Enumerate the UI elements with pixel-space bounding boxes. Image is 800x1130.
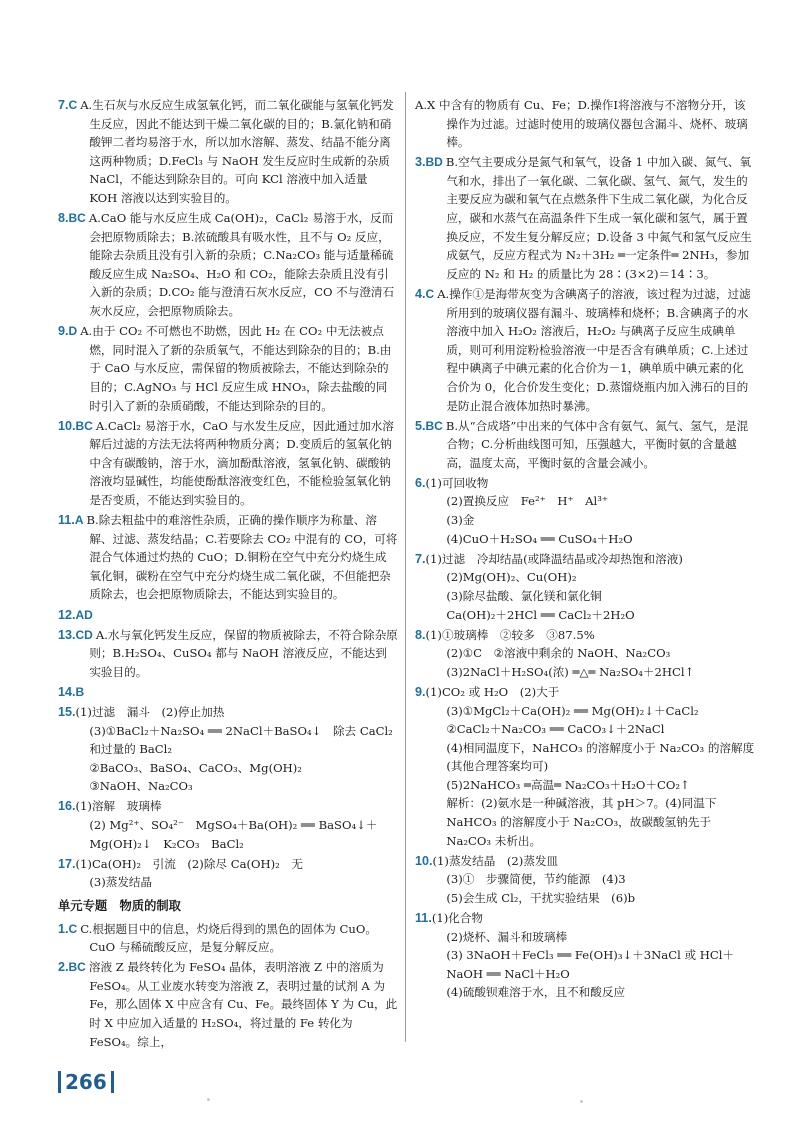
question-number: 8. xyxy=(415,627,426,642)
question-number: 9. xyxy=(415,684,426,699)
scan-speck xyxy=(207,1098,210,1101)
question-number: 16. xyxy=(58,799,76,814)
answer-entry xyxy=(415,550,755,624)
answer-text: A.CaO 能与水反应生成 Ca(OH)₂，CaCl₂ 易溶于水，反而会把原物质除去；B.浓硫酸具有吸水性，且不与 O₂ 反应，能除去杂质且没有引入新的杂质；C.Na₂CO₃ 能与适量稀硫酸反应生成 Na₂SO₄、H₂O 和 CO₂，能除去杂质且没有引入新的杂质；D.CO₂ 能与澄清石灰水反应，CO 不与澄清石灰水反应，会把原物质除去。 xyxy=(88,211,395,319)
answer-entry xyxy=(415,626,755,682)
answer-text: C.根据题目中的信息，灼烧后得到的黑色的固体为 CuO。CuO 与稀硫酸反应，是复分解反应。 xyxy=(80,921,377,955)
answer-entry xyxy=(58,797,398,853)
answer-entry xyxy=(58,626,398,682)
answer-entry xyxy=(58,209,398,321)
answer-text: (3)2NaCl＋H₂SO₄(浓) ═△═ Na₂SO₄＋2HCl↑ xyxy=(446,664,695,679)
answer-entry xyxy=(415,285,755,415)
answer-text: (2)烧杯、漏斗和玻璃棒 xyxy=(446,929,568,944)
left-column xyxy=(58,96,398,1053)
question-number: 5. xyxy=(415,418,426,433)
answer-text: A.生石灰与水反应生成氢氧化钙，而二氧化碳能与氢氧化钙发生反应，因此不能达到干燥二氧化碳的目的；B.氯化钠和硝酸钾二者均易溶于水，所以加水溶解、蒸发、结晶不能分离这两种物质；D.FeCl₃ 与 NaOH 发生反应时生成新的杂质 NaCl，不能达到除杂目的。可向 KCl 溶液中加入适量 KOH 溶液以达到实验目的。 xyxy=(80,98,394,205)
answer-text: 溶液 Z 最终转化为 FeSO₄ 晶体，表明溶液 Z 中的溶质为 FeSO₄。从工业废水转变为溶液 Z，表明过量的试剂 A 为 Fe，那么固体 X 中应含有 Cu、Fe。最终固体 Y 为 Cu，此时 X 中应加入适量的 H₂SO₄，将过量的 Fe 转化为 FeSO₄。综上， xyxy=(88,960,398,1049)
answer-letter: B xyxy=(75,684,85,699)
answer-text: (5)2NaHCO₃ ═高温═ Na₂CO₃＋H₂O＋CO₂↑ xyxy=(446,777,690,792)
answer-text: A.由于 CO₂ 不可燃也不助燃，因此 H₂ 在 CO₂ 中无法被点燃，同时混入了新的杂质氧气，不能达到除杂的目的；B.由于 CaO 与水反应，需保留的物质被除去，不能达到除杂的目的；C.AgNO₃ 与 HCl 反应生成 HNO₃，除去盐酸的同时引入了新的杂质硝酸，不能达到除杂的目的。 xyxy=(80,324,392,413)
answer-text: Ca(OH)₂＋2HCl ══ CaCl₂＋2H₂O xyxy=(446,607,635,622)
scan-speck xyxy=(580,1100,583,1103)
question-number: 10. xyxy=(58,418,76,433)
question-number: 11. xyxy=(415,911,432,926)
answer-text: (2)置换反应 Fe²⁺ H⁺ Al³⁺ xyxy=(446,494,609,509)
answer-text: (1)过滤 漏斗 (2)停止加热 xyxy=(75,705,225,719)
answer-text: (5)会生成 Cl₂，干扰实验结果 (6)b xyxy=(446,890,636,905)
answer-entry xyxy=(58,958,398,1051)
answer-text: (1)①玻璃棒 ②较多 ③87.5% xyxy=(425,627,595,642)
answer-text: ②BaCO₃、BaSO₄、CaCO₃、Mg(OH)₂ xyxy=(89,760,302,775)
answer-text: B.从“合成塔”中出来的气体中含有氨气、氮气、氢气，是混合物；C.分析曲线图可知，压强越大，平衡时氨的含量越高，温度太高，平衡时氨的含量会减小。 xyxy=(445,418,749,470)
answer-text: (1)Ca(OH)₂ 引流 (2)除尽 Ca(OH)₂ 无 xyxy=(75,856,303,871)
answer-entry xyxy=(415,474,755,548)
answer-text: (4)相同温度下，NaHCO₃ 的溶解度小于 Na₂CO₃ 的溶解度(其他合理答案均可) xyxy=(446,740,755,774)
answer-text: (3)① 步骤简便，节约能源 (4)3 xyxy=(446,872,626,887)
section-title: 单元专题 物质的制取 xyxy=(58,898,181,913)
question-number: 10. xyxy=(415,853,433,868)
question-number: 17. xyxy=(58,856,76,871)
answer-text: (3)蒸发结晶 xyxy=(89,875,153,890)
answer-letter: CD xyxy=(75,627,93,642)
question-number: 6. xyxy=(415,475,426,490)
answer-entry xyxy=(58,606,398,625)
question-number: 9. xyxy=(58,324,69,339)
answer-letter: BC xyxy=(75,418,93,433)
answer-letter: BC xyxy=(425,418,443,433)
answer-text: (1)CO₂ 或 H₂O (2)大于 xyxy=(425,684,560,699)
page-number: 266 xyxy=(58,1071,114,1093)
answer-text: (1)可回收物 xyxy=(425,475,489,490)
right-column xyxy=(415,96,755,1004)
answer-entry xyxy=(415,909,755,1002)
answer-entry xyxy=(58,417,398,510)
answer-text: B.空气主要成分是氮气和氧气，设备 1 中加入碳、氮气、氧气和水，排出了一氧化碳、二氧化碳、氢气、氮气，发生的主要反应为碳和氧气在点燃条件下生成二氧化碳，为化合反应，碳和水蒸气在高温条件下生成一氧化碳和氢气，属于置换反应，不发生复分解反应；D.设备 3 中氮气和氢气反应生成氨气，反应方程式为 N₂＋3H₂ ═一定条件═ 2NH₃，参加反应的 N₂ 和 H₂ 的质量比为 28∶(3×2)＝14∶3。 xyxy=(445,155,752,281)
answer-text: (1)溶解 玻璃棒 xyxy=(75,799,162,814)
answer-text: (1)过滤 冷却结晶(或降温结晶或冷却热饱和溶液) xyxy=(425,551,683,566)
answer-entry xyxy=(415,417,755,473)
answer-text: (4)CuO＋H₂SO₄ ══ CuSO₄＋H₂O xyxy=(446,531,633,546)
question-number: 11. xyxy=(58,513,75,528)
answer-letter: AD xyxy=(75,607,93,622)
answer-text: (1)蒸发结晶 (2)蒸发皿 xyxy=(432,853,559,868)
answer-text: (3) 3NaOH＋FeCl₃ ══ Fe(OH)₃↓＋3NaCl 或 HCl＋NaOH ══ NaCl＋H₂O xyxy=(446,948,735,981)
answer-letter: C xyxy=(425,286,435,301)
answer-entry xyxy=(58,322,398,415)
answer-entry xyxy=(58,855,398,892)
answer-text: (1)化合物 xyxy=(431,911,484,926)
answer-letter: C xyxy=(68,921,78,936)
question-number: 13. xyxy=(58,627,76,642)
answer-entry xyxy=(58,96,398,208)
question-number: 2. xyxy=(58,960,69,975)
answer-entry xyxy=(415,852,755,908)
question-number: 7. xyxy=(58,98,69,112)
answer-text: (2)①C ②溶液中剩余的 NaOH、Na₂CO₃ xyxy=(446,646,671,661)
answer-text: ②CaCl₂＋Na₂CO₃ ══ CaCO₃↓＋2NaCl xyxy=(446,722,665,737)
answer-text: A.操作①是海带灰变为含碘离子的溶液，该过程为过滤，过滤所用到的玻璃仪器有漏斗、玻璃棒和烧杯；B.含碘离子的水溶液中加入 H₂O₂ 溶液后，H₂O₂ 与碘离子反应生成碘单质，则可利用淀粉检验溶液一中是否含有碘单质；C.上述过程中碘离子中碘元素的化合价为－1，碘单质中碘元素的化合价为 0，化合价发生变化；D.蒸馏烧瓶内加入沸石的目的是防止混合液体加热时暴沸。 xyxy=(437,286,751,413)
answer-text: ③NaOH、Na₂CO₃ xyxy=(89,779,193,794)
answer-text: (3)①MgCl₂＋Ca(OH)₂ ══ Mg(OH)₂↓＋CaCl₂ xyxy=(446,703,699,718)
question-number: 3. xyxy=(415,155,426,170)
question-number: 14. xyxy=(58,684,76,699)
answer-text: (3)金 xyxy=(446,513,475,528)
answer-text: (2)Mg(OH)₂、Cu(OH)₂ xyxy=(446,570,577,585)
question-number: 12. xyxy=(58,607,76,622)
question-number: 15. xyxy=(58,705,76,719)
answer-letter: BC xyxy=(68,211,86,226)
answer-entry xyxy=(58,683,398,702)
answer-letter: D xyxy=(68,324,78,339)
column-divider xyxy=(405,92,406,1042)
answer-entry xyxy=(415,96,755,152)
answer-text: A.X 中含有的物质有 Cu、Fe；D.操作Ⅰ将溶液与不溶物分开，该操作为过滤。过滤时使用的玻璃仪器包含漏斗、烧杯、玻璃棒。 xyxy=(415,98,748,150)
answer-letter: A xyxy=(74,513,84,528)
answer-text: (3)除尽盐酸、氯化镁和氯化铜 xyxy=(446,588,602,603)
answer-entry xyxy=(58,703,398,796)
answer-entry xyxy=(58,511,398,604)
answer-text: A.CaCl₂ 易溶于水，CaO 与水发生反应，因此通过加水溶解后过滤的方法无法将两种物质分离；D.变质后的氢氧化钠中含有碳酸钠，溶于水，滴加酚酞溶液，氢氧化钠、碳酸钠溶液均显碱性，均能使酚酞溶液变红色，不能检验氢氧化钠是否变质，不能达到实验目的。 xyxy=(89,418,394,507)
answer-text: 解析：(2)氨水是一种碱溶液，其 pH＞7。(4)同温下 NaHCO₃ 的溶解度小于 Na₂CO₃，故碳酸氢钠先于 Na₂CO₃ 未析出。 xyxy=(446,796,717,848)
answer-text: (3)①BaCl₂＋Na₂SO₄ ══ 2NaCl＋BaSO₄↓ 除去 CaCl₂ 和过量的 BaCl₂ xyxy=(89,723,393,757)
answer-letter: BD xyxy=(425,155,443,170)
answer-entry xyxy=(415,683,755,850)
answer-letter: BC xyxy=(68,960,86,975)
question-number: 8. xyxy=(58,211,69,226)
answer-entry xyxy=(415,153,755,283)
answer-text: A.水与氧化钙发生反应，保留的物质被除去，不符合除杂原则；B.H₂SO₄、CuSO₄ 都与 NaOH 溶液反应，不能达到实验目的。 xyxy=(89,627,398,679)
question-number: 7. xyxy=(415,551,426,566)
question-number: 1. xyxy=(58,921,69,936)
answer-text: (2) Mg²⁺、SO₄²⁻ MgSO₄＋Ba(OH)₂ ══ BaSO₄↓＋Mg(OH)₂↓ K₂CO₃ BaCl₂ xyxy=(89,818,378,851)
question-number: 4. xyxy=(415,286,426,301)
answer-entry xyxy=(58,920,398,957)
answer-text: (4)硫酸钡难溶于水，且不和酸反应 xyxy=(446,985,626,1000)
answer-letter: C xyxy=(68,98,78,112)
answer-text: B.除去粗盐中的难溶性杂质，正确的操作顺序为称量、溶解、过滤、蒸发结晶；C.若要除去 CO₂ 中混有的 CO，可将混合气体通过灼热的 CuO；D.铜粉在空气中充分灼烧生成氧化铜，碳粉在空气中充分灼烧生成二氧化碳，不但能把杂质除去，也会把原物质除去，不能达到实验目的。 xyxy=(86,513,398,602)
